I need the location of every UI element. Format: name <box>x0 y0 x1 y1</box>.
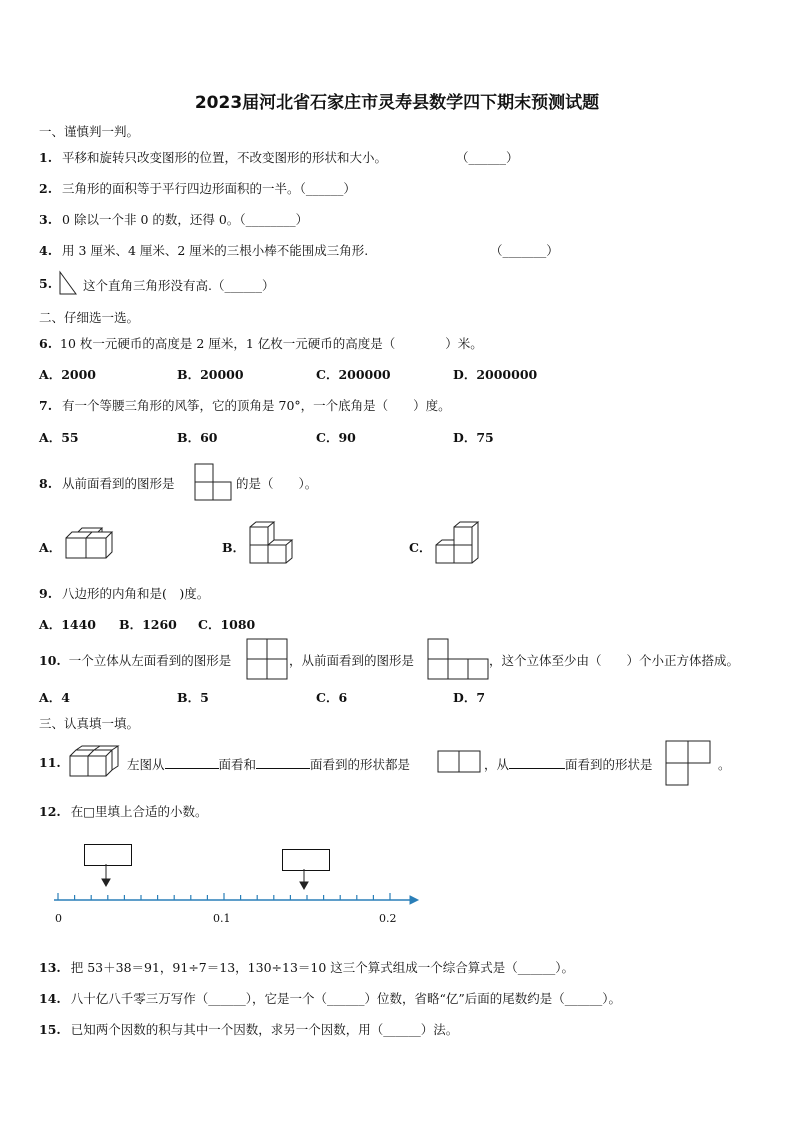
question-15 <box>39 1020 458 1038</box>
question-text: 0 除以一个非 0 的数，还得 0。 <box>62 212 240 227</box>
text-segment: 面看和 <box>218 757 257 772</box>
text-segment: 左图从 <box>127 757 165 772</box>
question-8-suffix: 的是（ ）。 <box>236 476 318 491</box>
question-number: 10. <box>39 653 61 668</box>
section-heading-1: 一、谨慎判一判。 <box>39 124 140 139</box>
tick-label-0.1: 0.1 <box>213 912 231 925</box>
question-5-text <box>83 276 275 294</box>
answer-box-2[interactable] <box>282 849 330 871</box>
option-b[interactable]: B．1260 <box>119 617 177 632</box>
answer-blank[interactable] <box>165 756 219 769</box>
option-d[interactable]: D．7 <box>453 690 486 705</box>
answer-box-1[interactable] <box>84 844 132 866</box>
number-line <box>50 888 420 928</box>
option-d[interactable]: D．2000000 <box>453 367 538 382</box>
option-c[interactable]: C．200000 <box>316 367 391 382</box>
question-text: 平移和旋转只改变图形的位置，不改变图形的形状和大小。 <box>62 150 388 165</box>
left-view-figure <box>246 638 288 680</box>
tick-label-0: 0 <box>55 912 62 925</box>
answer-blank[interactable]: （______） <box>456 150 519 165</box>
answer-blank[interactable]: （_______） <box>490 243 559 258</box>
question-text: 这个直角三角形没有高. <box>83 278 212 293</box>
question-number: 13. <box>39 960 61 975</box>
text-segment: 面看到的形状是 <box>565 757 653 772</box>
question-3 <box>39 210 308 228</box>
page-title: 2023届河北省石家庄市灵寿县数学四下期末预测试题 <box>194 93 600 113</box>
question-number: 12. <box>39 804 61 819</box>
question-10-suffix: ，这个立体至少由（ ）个小正方体搭成。 <box>489 653 740 668</box>
option-b[interactable]: B．20000 <box>177 367 244 382</box>
question-number: 15. <box>39 1022 61 1037</box>
question-text: 10 枚一元硬币的高度是 2 厘米，1 亿枚一元硬币的高度是（ ）米。 <box>60 336 483 351</box>
option-d[interactable]: D．75 <box>453 430 494 445</box>
question-number: 8. <box>39 476 53 491</box>
question-text: 用 3 厘米、4 厘米、2 厘米的三根小棒不能围成三角形. <box>62 243 369 258</box>
question-11-text <box>127 755 410 773</box>
option-c[interactable]: C．1080 <box>198 617 256 632</box>
question-11-end: 。 <box>718 757 731 772</box>
answer-blank[interactable]: （______） <box>211 278 275 293</box>
question-number: 2. <box>39 181 53 196</box>
option-a[interactable]: A． <box>39 540 62 555</box>
question-9 <box>39 584 209 602</box>
question-number: 11. <box>39 755 61 770</box>
question-text: 把 53＋38＝91，91÷7＝13，130÷13＝10 这三个算式组成一个综合算式是（______）。 <box>70 960 575 975</box>
question-14 <box>39 989 621 1007</box>
cube-figure-b <box>248 521 292 565</box>
option-b[interactable]: B．5 <box>177 690 209 705</box>
text-segment: ，从 <box>484 757 510 772</box>
answer-blank[interactable] <box>256 756 310 769</box>
question-number: 14. <box>39 991 61 1006</box>
answer-blank[interactable] <box>509 756 565 769</box>
option-a[interactable]: A．2000 <box>39 367 96 382</box>
question-2 <box>39 179 356 197</box>
question-number: 6. <box>39 336 53 351</box>
option-b[interactable]: B．60 <box>177 430 218 445</box>
question-number: 3. <box>39 212 53 227</box>
two-square-figure <box>437 750 481 774</box>
question-12 <box>39 802 208 820</box>
option-b[interactable]: B． <box>222 540 246 555</box>
question-text: 八十亿八千零三万写作（______），它是一个（______）位数，省略“亿”后面的尾数约是（______）。 <box>70 991 622 1006</box>
question-number: 4. <box>39 243 53 258</box>
question-number: 5. <box>39 276 53 291</box>
front-view-figure <box>194 463 232 501</box>
question-11-text-2 <box>484 755 653 773</box>
right-triangle-figure <box>58 270 78 296</box>
cube-row-figure <box>68 744 126 780</box>
question-7 <box>39 396 451 414</box>
question-text: 已知两个因数的积与其中一个因数，求另一个因数，用（______）法。 <box>70 1022 459 1037</box>
tick-label-0.2: 0.2 <box>379 912 397 925</box>
question-5 <box>39 276 52 291</box>
number-line-arrowhead <box>410 896 418 904</box>
question-number: 7. <box>39 398 53 413</box>
section-heading-3: 三、认真填一填。 <box>39 716 140 731</box>
option-a[interactable]: A．55 <box>39 430 79 445</box>
question-text: 从前面看到的图形是 <box>62 476 175 491</box>
option-c[interactable]: C．90 <box>316 430 356 445</box>
question-text: 八边形的内角和是( )度。 <box>62 586 210 601</box>
question-1 <box>39 148 387 166</box>
question-10-mid: ，从前面看到的图形是 <box>289 653 415 668</box>
cube-figure-a <box>62 526 108 562</box>
answer-blank[interactable]: （______） <box>299 181 356 196</box>
question-11-number <box>39 755 61 770</box>
option-a[interactable]: A．4 <box>39 690 70 705</box>
question-8 <box>39 474 175 492</box>
answer-blank[interactable]: （________） <box>239 212 309 227</box>
option-c[interactable]: C． <box>409 540 432 555</box>
cube-figure-c <box>434 521 480 565</box>
arrow-down-icon <box>100 864 112 888</box>
question-text: 三角形的面积等于平行四边形面积的一半。 <box>62 181 300 196</box>
l-shape-figure <box>665 740 711 786</box>
question-6 <box>39 334 483 352</box>
option-c[interactable]: C．6 <box>316 690 348 705</box>
question-4 <box>39 241 368 259</box>
question-number: 9. <box>39 586 53 601</box>
question-number: 1. <box>39 150 53 165</box>
text-segment: 面看到的形状都是 <box>310 757 411 772</box>
question-text: 有一个等腰三角形的风筝，它的顶角是 70°，一个底角是（ ）度。 <box>62 398 451 413</box>
question-text: 一个立体从左面看到的图形是 <box>68 653 232 668</box>
question-text: 在□里填上合适的小数。 <box>70 804 208 819</box>
question-10 <box>39 651 231 669</box>
front-view-figure-2 <box>427 638 489 680</box>
option-a[interactable]: A．1440 <box>39 617 96 632</box>
section-heading-2: 二、仔细选一选。 <box>39 310 140 325</box>
question-13 <box>39 958 574 976</box>
